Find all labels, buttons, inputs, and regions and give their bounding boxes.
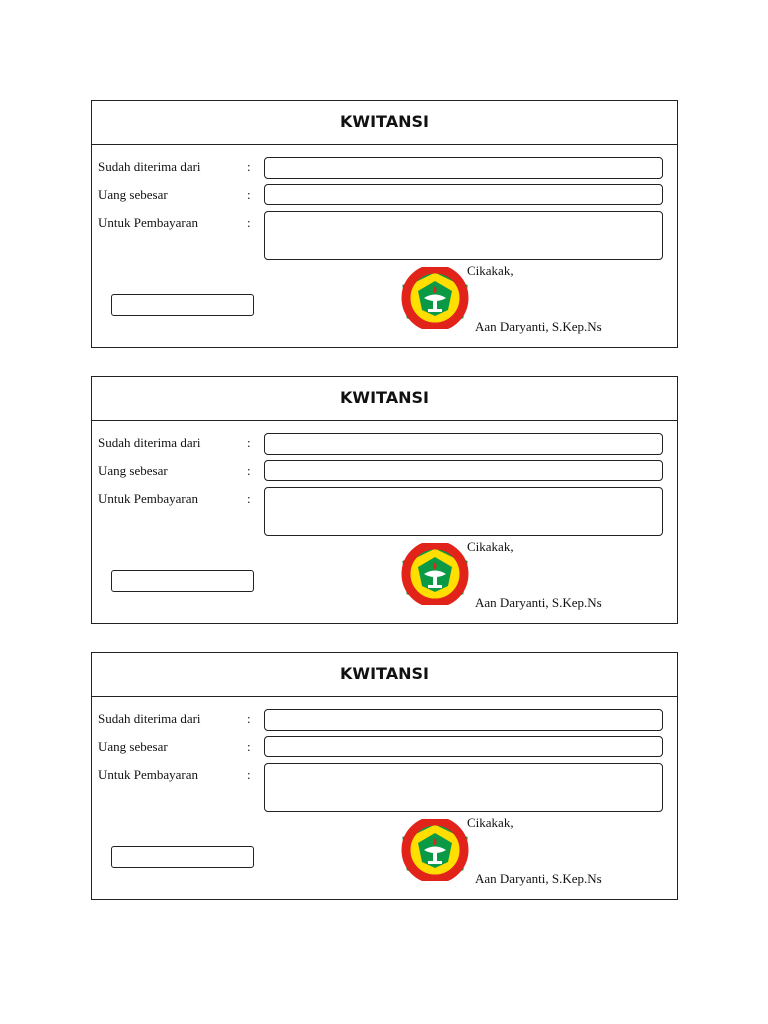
colon: : <box>247 159 251 174</box>
amount-field[interactable] <box>264 736 663 757</box>
receipt-title: KWITANSI <box>340 664 429 683</box>
payment-purpose-label: Untuk Pembayaran <box>98 215 199 230</box>
amount-label: Uang sebesar <box>98 463 168 478</box>
amount-field[interactable] <box>264 460 663 481</box>
payment-purpose-label: Untuk Pembayaran <box>98 491 199 506</box>
colon: : <box>247 215 251 230</box>
received-from-label: Sudah diterima dari <box>98 711 201 726</box>
payment-purpose-field[interactable] <box>264 763 663 812</box>
receipt-1 <box>91 100 678 348</box>
signer-name: Aan Daryanti, S.Kep.Ns <box>475 595 602 610</box>
receipt-2 <box>91 376 678 624</box>
payment-purpose-field[interactable] <box>264 211 663 260</box>
ppni-logo-icon <box>394 267 476 329</box>
colon: : <box>247 491 251 506</box>
payment-purpose-field[interactable] <box>264 487 663 536</box>
received-from-field[interactable] <box>264 157 663 179</box>
place-date-label: Cikakak, <box>467 539 514 554</box>
receipt-title: KWITANSI <box>340 388 429 407</box>
ppni-logo-icon <box>394 819 476 881</box>
colon: : <box>247 767 251 782</box>
amount-label: Uang sebesar <box>98 739 168 754</box>
received-from-field[interactable] <box>264 709 663 731</box>
colon: : <box>247 711 251 726</box>
amount-total-box[interactable] <box>111 846 254 868</box>
received-from-field[interactable] <box>264 433 663 455</box>
signer-name: Aan Daryanti, S.Kep.Ns <box>475 871 602 886</box>
amount-total-box[interactable] <box>111 294 254 316</box>
received-from-label: Sudah diterima dari <box>98 435 201 450</box>
amount-total-box[interactable] <box>111 570 254 592</box>
receipt-title: KWITANSI <box>340 112 429 131</box>
amount-label: Uang sebesar <box>98 187 168 202</box>
receipt-header <box>92 377 677 421</box>
amount-field[interactable] <box>264 184 663 205</box>
receipt-header <box>92 653 677 697</box>
colon: : <box>247 435 251 450</box>
payment-purpose-label: Untuk Pembayaran <box>98 767 199 782</box>
place-date-label: Cikakak, <box>467 815 514 830</box>
signer-name: Aan Daryanti, S.Kep.Ns <box>475 319 602 334</box>
colon: : <box>247 187 251 202</box>
colon: : <box>247 739 251 754</box>
ppni-logo-icon <box>394 543 476 605</box>
colon: : <box>247 463 251 478</box>
receipt-header <box>92 101 677 145</box>
receipt-3 <box>91 652 678 900</box>
received-from-label: Sudah diterima dari <box>98 159 201 174</box>
place-date-label: Cikakak, <box>467 263 514 278</box>
